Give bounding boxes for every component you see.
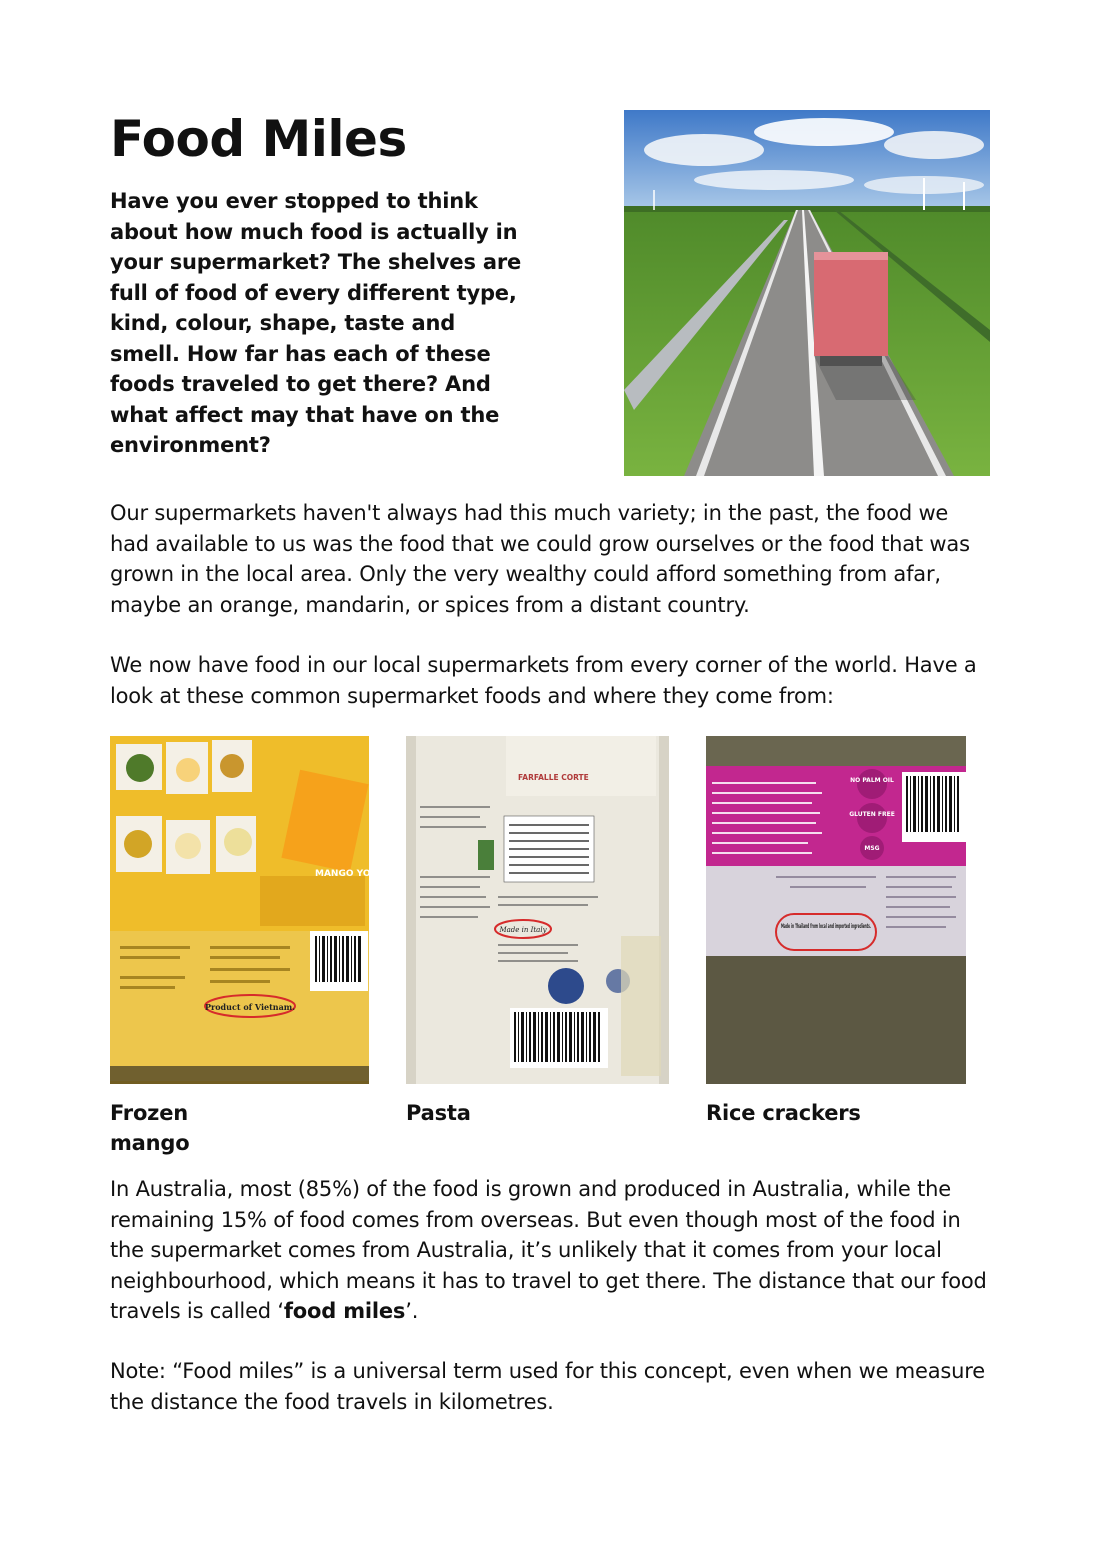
world-foods-paragraph: We now have food in our local supermarkets from every corner of the world. Have a look at these common supermarket foods and where they come from: bbox=[110, 653, 977, 708]
note-paragraph: Note: “Food miles” is a universal term used for this concept, even when we measure the distance the food travels in kilometres. bbox=[110, 1359, 985, 1414]
history-paragraph: Our supermarkets haven't always had this much variety; in the past, the food we had available to us was the food that we could grow ourselves or the food that was grown in the local area. Only the very wealthy could afford something from afar, maybe an orange, mandarin, or spices from a distant country. bbox=[110, 501, 970, 617]
hero-truck-photo bbox=[624, 110, 990, 476]
frozen-mango-photo bbox=[110, 736, 405, 1084]
mango-origin-label: Product of Vietnam. bbox=[204, 1002, 296, 1012]
rice-crackers-photo bbox=[706, 736, 966, 1084]
mango-brand-text: MANGO YO SMOO bbox=[315, 869, 405, 879]
gluten-free-tag: GLUTEN FREE bbox=[849, 811, 895, 818]
pasta-caption: Pasta bbox=[406, 1101, 471, 1125]
pasta-origin-label: Made in Italy bbox=[499, 926, 547, 934]
food-miles-paragraph bbox=[110, 1174, 990, 1327]
page-title: Food Miles bbox=[110, 110, 407, 168]
rice-origin-label: Made in Thailand from local and imported ingredients. bbox=[781, 923, 871, 930]
intro-paragraph: Have you ever stopped to think about how much food is actually in your supermarket? The shelves are full of food of every different type, kind, colour, shape, taste and smell. How far has each of these foods traveled to get there? And what affect may that have on the environment? bbox=[110, 189, 522, 457]
food-miles-term: food miles bbox=[283, 1299, 406, 1323]
truck-on-road-illustration bbox=[624, 110, 990, 476]
rice-crackers-caption: Rice crackers bbox=[706, 1101, 861, 1125]
no-palm-oil-tag: NO PALM OIL bbox=[850, 777, 894, 784]
msg-tag: MSG bbox=[864, 845, 880, 852]
food-miles-text-before: In Australia, most (85%) of the food is grown and produced in Australia, while the remaining 15% of food comes from overseas. But even though most of the food in the supermarket comes from Australia, it’s unlikely that it comes from your local neighbourhood, which means it has to travel to get there. The distance that our food travels is called ‘ bbox=[110, 1177, 987, 1323]
pasta-package-illustration bbox=[406, 736, 669, 1084]
rice-crackers-package-illustration bbox=[706, 736, 966, 1084]
food-miles-text-after: ’. bbox=[405, 1299, 419, 1323]
frozen-mango-caption: Frozen mango bbox=[110, 1101, 190, 1155]
pasta-photo bbox=[406, 736, 669, 1084]
mango-package-illustration bbox=[110, 736, 405, 1084]
pasta-brand-text: FARFALLE CORTE bbox=[518, 773, 589, 782]
